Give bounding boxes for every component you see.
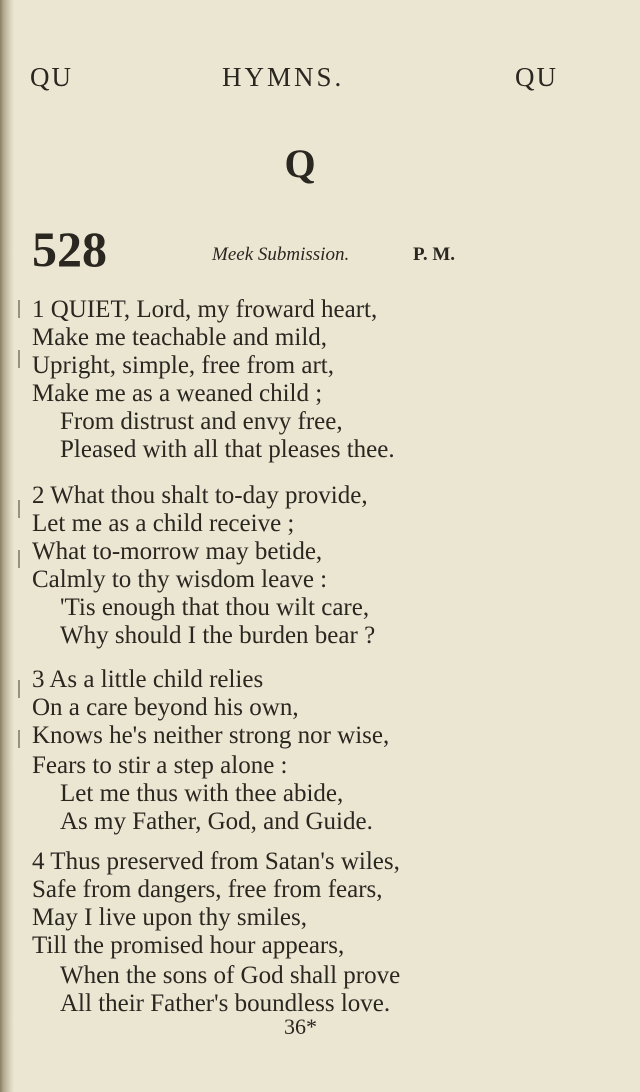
- verse-line: Till the promised hour appears,: [32, 932, 345, 959]
- verse-line: From distrust and envy free,: [60, 408, 343, 435]
- hymn-meter: P. M.: [413, 244, 456, 265]
- running-header-title: HYMNS.: [222, 62, 345, 92]
- verse-line: 1 QUIET, Lord, my froward heart,: [32, 296, 378, 323]
- verse-line: Safe from dangers, free from fears,: [32, 876, 383, 903]
- verse-line: Why should I the burden bear ?: [60, 622, 376, 649]
- running-header-right: QU: [515, 62, 558, 92]
- verse-line: May I live upon thy smiles,: [32, 904, 307, 931]
- margin-marks: [18, 290, 22, 1050]
- verse-line: 4 Thus preserved from Satan's wiles,: [32, 848, 400, 875]
- verse-line: Pleased with all that pleases thee.: [60, 436, 395, 463]
- hymn-title: Meek Submission.: [212, 244, 350, 265]
- verse-line: Calmly to thy wisdom leave :: [32, 566, 328, 593]
- verse-line: Fears to stir a step alone :: [32, 752, 288, 779]
- verse-line: 'Tis enough that thou wilt care,: [60, 594, 370, 621]
- running-header-left: QU: [30, 62, 73, 92]
- verse-line: Make me as a weaned child ;: [32, 380, 323, 407]
- verse-line: Upright, simple, free from art,: [32, 352, 334, 379]
- verse-line: What to-morrow may betide,: [32, 538, 323, 565]
- verse-line: Knows he's neither strong nor wise,: [32, 722, 390, 749]
- verse-line: On a care beyond his own,: [32, 694, 299, 721]
- verse-line: Let me thus with thee abide,: [60, 780, 344, 807]
- verse-line: When the sons of God shall prove: [60, 962, 401, 989]
- verse-line: 3 As a little child relies: [32, 666, 264, 693]
- section-letter: Q: [284, 141, 316, 186]
- verse-line: As my Father, God, and Guide.: [60, 808, 373, 835]
- verse-line: Let me as a child receive ;: [32, 510, 295, 537]
- hymn-number: 528: [32, 221, 107, 277]
- page-number: 36*: [284, 1014, 317, 1039]
- verse-line: Make me teachable and mild,: [32, 324, 328, 351]
- verse-line: 2 What thou shalt to-day provide,: [32, 482, 368, 509]
- verse-line: All their Father's boundless love.: [60, 990, 391, 1017]
